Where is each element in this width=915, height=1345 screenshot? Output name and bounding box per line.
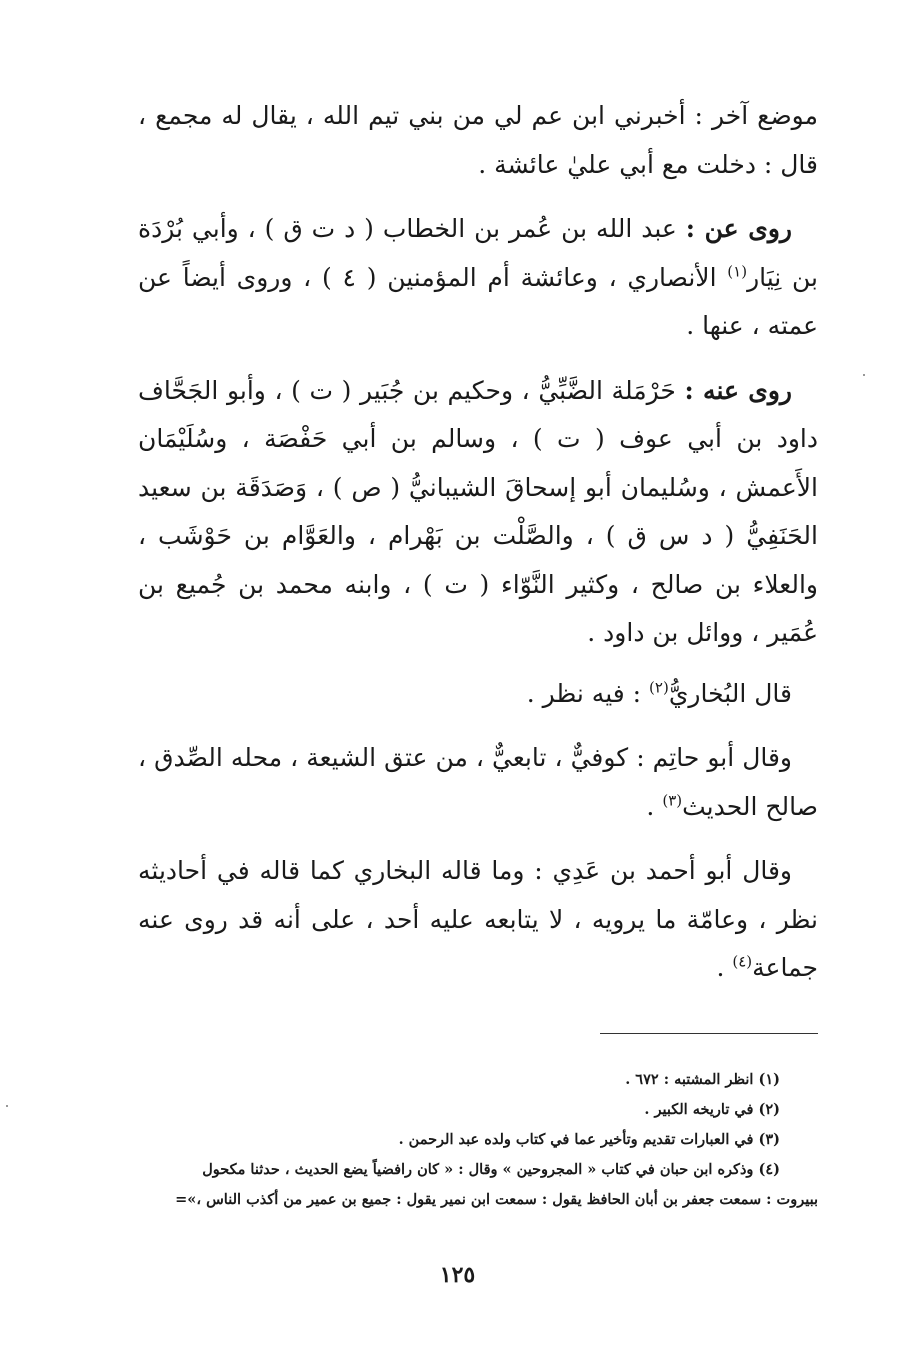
scan-speck	[863, 374, 865, 376]
footnotes	[118, 1065, 818, 1215]
paragraph-text-rest: .	[716, 953, 733, 982]
footnote-ref: (٤)	[732, 952, 753, 971]
paragraph-text: حَرْمَلة الضَّبِّيُّ ، وحكيم بن جُبَير ( ت ) ، وأبو الجَحَّاف داود بن أبي عوف ( ت ) ، وسالم بن أبي حَفْصَة ، وسُلَيْمَان الأَعمش ، وسُليمان أبو إسحاقَ الشيبانيُّ ( ص ) ، وَصَدَقَة بن سعيد الحَنَفِيُّ ( د س ق ) ، والصَّلْت بن بَهْرام ، والعَوَّام بن حَوْشَب ، والعلاء بن صالح ، وكثير النَّوّاء ( ت ) ، وابنه محمد بن جُميع بن عُمَير ، ووائل بن داود .	[138, 375, 818, 647]
scan-speck	[6, 1105, 8, 1107]
paragraph-text-rest: .	[646, 791, 663, 821]
paragraph-text: عبد الله بن عُمر بن الخطاب ( د ت ق ) ، وأبي بُرْدَة بن نِيَار	[138, 214, 818, 292]
footnote-4: (٤) وذكره ابن حبان في كتاب « المجروحين » وقال : « كان رافضياً يضع الحديث ، حدثنا مكحول	[202, 1161, 780, 1178]
main-text	[138, 92, 818, 993]
paragraph-text: موضع آخر : أخبرني ابن عم لي من بني تيم الله ، يقال له مجمع ، قال : دخلت مع أبي عليٰ عائشة .	[138, 101, 818, 179]
paragraph-continuation	[138, 92, 818, 189]
paragraph-text: قال البُخاريُّ	[668, 678, 792, 708]
section-lead: روى عنه :	[684, 375, 792, 405]
footnote-4-continuation: ببيروت : سمعت جعفر بن أبان الحافظ يقول : سمعت ابن نمير يقول : جميع بن عمير من أكذب الناس ،»=	[175, 1191, 818, 1208]
paragraph-bukhari	[138, 670, 818, 719]
paragraph-text-rest: : فيه نظر .	[526, 678, 650, 708]
footnote-1: (١) انظر المشتبه : ٦٧٢ .	[625, 1071, 780, 1088]
footnote-ref: (١)	[727, 262, 748, 281]
footnote-ref: (٢)	[649, 678, 669, 697]
paragraph-ibn-adi	[138, 847, 818, 993]
paragraph-narrators-from-him	[138, 367, 818, 658]
paragraph-abu-hatim	[138, 734, 818, 831]
footnote-separator	[600, 1033, 818, 1034]
section-lead: روى عن :	[685, 214, 792, 243]
footnote-ref: (٣)	[662, 791, 683, 810]
paragraph-text-rest: الأنصاري ، وعائشة أم المؤمنين ( ٤ ) ، وروى أيضاً عن عمته ، عنها .	[138, 262, 818, 340]
paragraph-text: وقال أبو أحمد بن عَدِي : وما قاله البخاري كما قاله في أحاديثه نظر ، وعامّة ما يرويه ، لا يتابعه عليه أحد ، على أنه قد روى عنه جماعة	[138, 856, 818, 982]
paragraph-narrated-from	[138, 205, 818, 351]
paragraph-text: وقال أبو حاتِم : كوفيٌّ ، تابعيٌّ ، من عتق الشيعة ، محله الصِّدق ، صالح الحديث	[138, 743, 818, 821]
footnote-3: (٣) في العبارات تقديم وتأخير عما في كتاب ولده عبد الرحمن .	[398, 1131, 780, 1148]
page-number: ١٢٥	[439, 1262, 476, 1288]
footnote-2: (٢) في تاريخه الكبير .	[644, 1101, 780, 1118]
